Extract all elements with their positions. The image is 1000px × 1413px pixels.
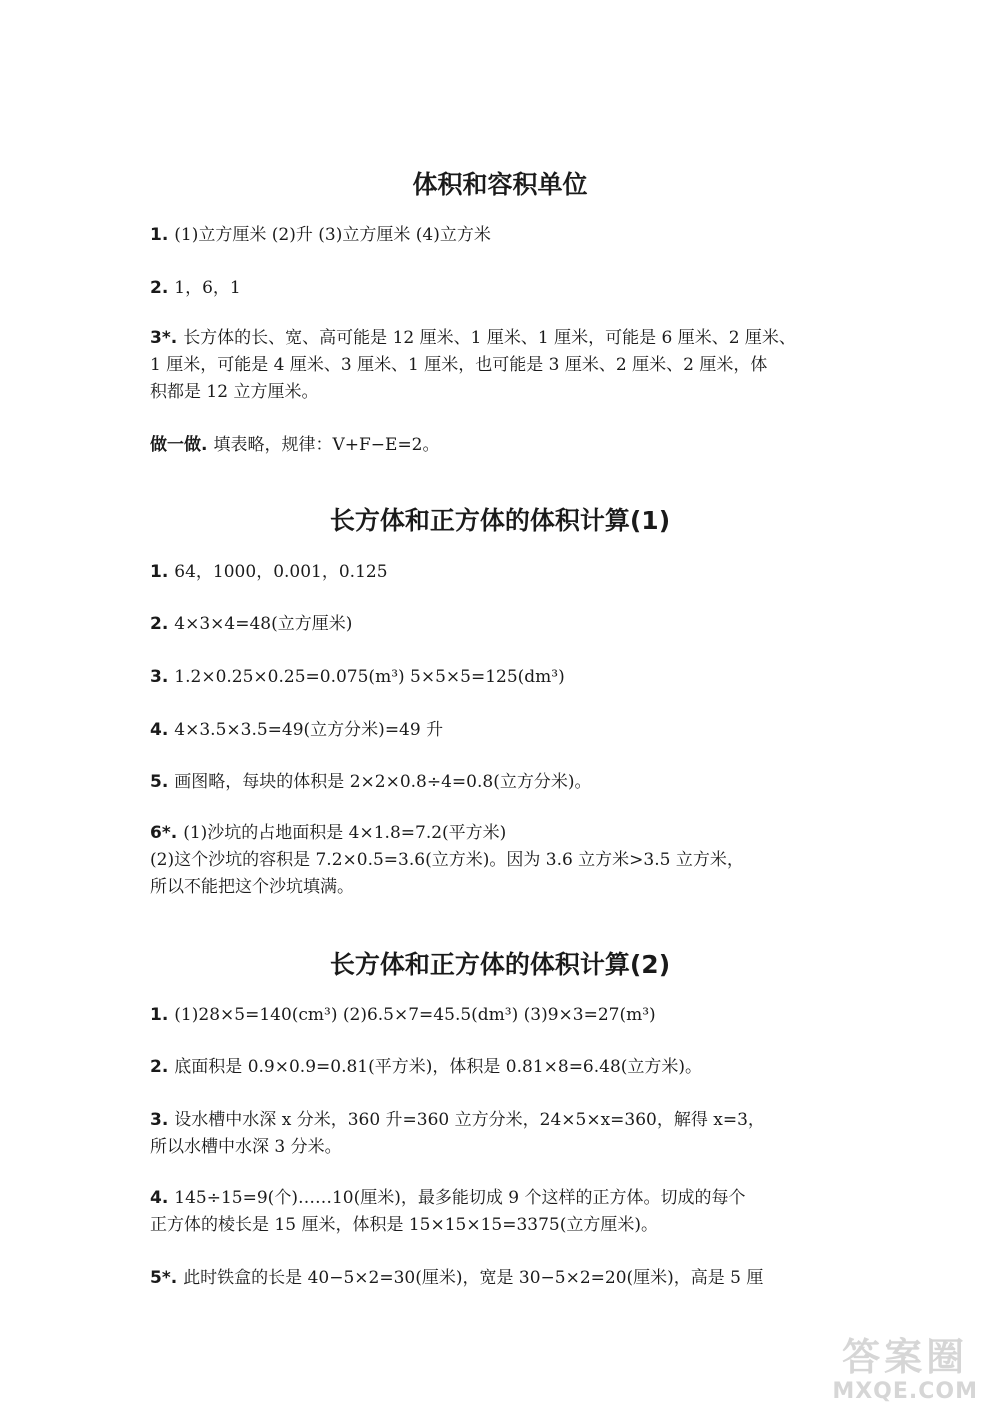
item-text: 长方体的长、宽、高可能是 12 厘米、1 厘米、1 厘米，可能是 6 厘米、2 厘米、 (183, 328, 796, 348)
answer-item (150, 611, 860, 638)
answer-item (150, 1107, 860, 1161)
watermark (832, 1335, 978, 1405)
answer-item (150, 1265, 860, 1292)
section-title: 体积和容积单位 (412, 170, 588, 199)
item-number: 2. (150, 1057, 169, 1077)
item-text: 此时铁盒的长是 40−5×2=30(厘米)，宽是 30−5×2=20(厘米)，高是 5 厘 (183, 1268, 764, 1288)
watermark-logo-text: 答案圈 (842, 1335, 969, 1379)
item-text: 4×3×4=48(立方厘米) (174, 614, 353, 634)
answer-item (150, 325, 860, 406)
item-text: 所以水槽中水深 3 分米。 (150, 1137, 342, 1157)
item-text: 1，6，1 (174, 278, 241, 298)
item-number: 2. (150, 278, 169, 298)
item-number: 3*. (150, 328, 178, 348)
answer-item (150, 222, 860, 249)
answer-item (150, 559, 860, 586)
item-text: 1 厘米，可能是 4 厘米、3 厘米、1 厘米，也可能是 3 厘米、2 厘米、2 厘米，体 (150, 355, 768, 375)
answer-item (150, 769, 860, 796)
item-text: 设水槽中水深 x 分米，360 升=360 立方分米，24×5×x=360，解得 x=3， (174, 1110, 765, 1130)
item-text: (2)这个沙坑的容积是 7.2×0.5=3.6(立方米)。因为 3.6 立方米>3.5 立方米， (150, 850, 744, 870)
item-text: (1)28×5=140(cm³) (2)6.5×7=45.5(dm³) (3)9×3=27(m³) (174, 1005, 656, 1025)
item-text: (1)沙坑的占地面积是 4×1.8=7.2(平方米) (183, 823, 507, 843)
item-number: 5*. (150, 1268, 178, 1288)
item-text: 所以不能把这个沙坑填满。 (150, 877, 354, 897)
answer-item (150, 275, 860, 302)
item-text: 4×3.5×3.5=49(立方分米)=49 升 (174, 720, 444, 740)
item-number: 2. (150, 614, 169, 634)
item-number: 1. (150, 1005, 169, 1025)
item-text: 底面积是 0.9×0.9=0.81(平方米)，体积是 0.81×8=6.48(立方米)。 (174, 1057, 703, 1077)
item-text: (1)立方厘米 (2)升 (3)立方厘米 (4)立方米 (174, 225, 491, 245)
item-number: 6*. (150, 823, 178, 843)
item-text: 填表略，规律：V+F−E=2。 (213, 435, 440, 455)
item-number: 1. (150, 562, 169, 582)
item-number: 1. (150, 225, 169, 245)
item-number: 3. (150, 1110, 169, 1130)
item-number: 4. (150, 1188, 169, 1208)
item-text: 积都是 12 立方厘米。 (150, 382, 319, 402)
answer-item (150, 432, 860, 459)
item-number: 3. (150, 667, 169, 687)
answer-item (150, 664, 860, 691)
item-number: 做一做. (150, 435, 208, 455)
item-text: 画图略，每块的体积是 2×2×0.8÷4=0.8(立方分米)。 (174, 772, 592, 792)
section-title: 长方体和正方体的体积计算(1) (329, 506, 671, 535)
answer-item (150, 1185, 860, 1239)
answer-item (150, 1054, 860, 1081)
item-number: 4. (150, 720, 169, 740)
item-text: 正方体的棱长是 15 厘米，体积是 15×15×15=3375(立方厘米)。 (150, 1215, 658, 1235)
item-text: 64，1000，0.001，0.125 (174, 562, 388, 582)
answer-item (150, 1002, 860, 1029)
answer-item (150, 717, 860, 744)
watermark-url: MXQE.COM (832, 1379, 978, 1404)
item-text: 1.2×0.25×0.25=0.075(m³) 5×5×5=125(dm³) (174, 667, 565, 687)
section-title: 长方体和正方体的体积计算(2) (329, 950, 671, 979)
answer-item (150, 820, 860, 901)
item-text: 145÷15=9(个)……10(厘米)，最多能切成 9 个这样的正方体。切成的每个 (174, 1188, 746, 1208)
item-number: 5. (150, 772, 169, 792)
